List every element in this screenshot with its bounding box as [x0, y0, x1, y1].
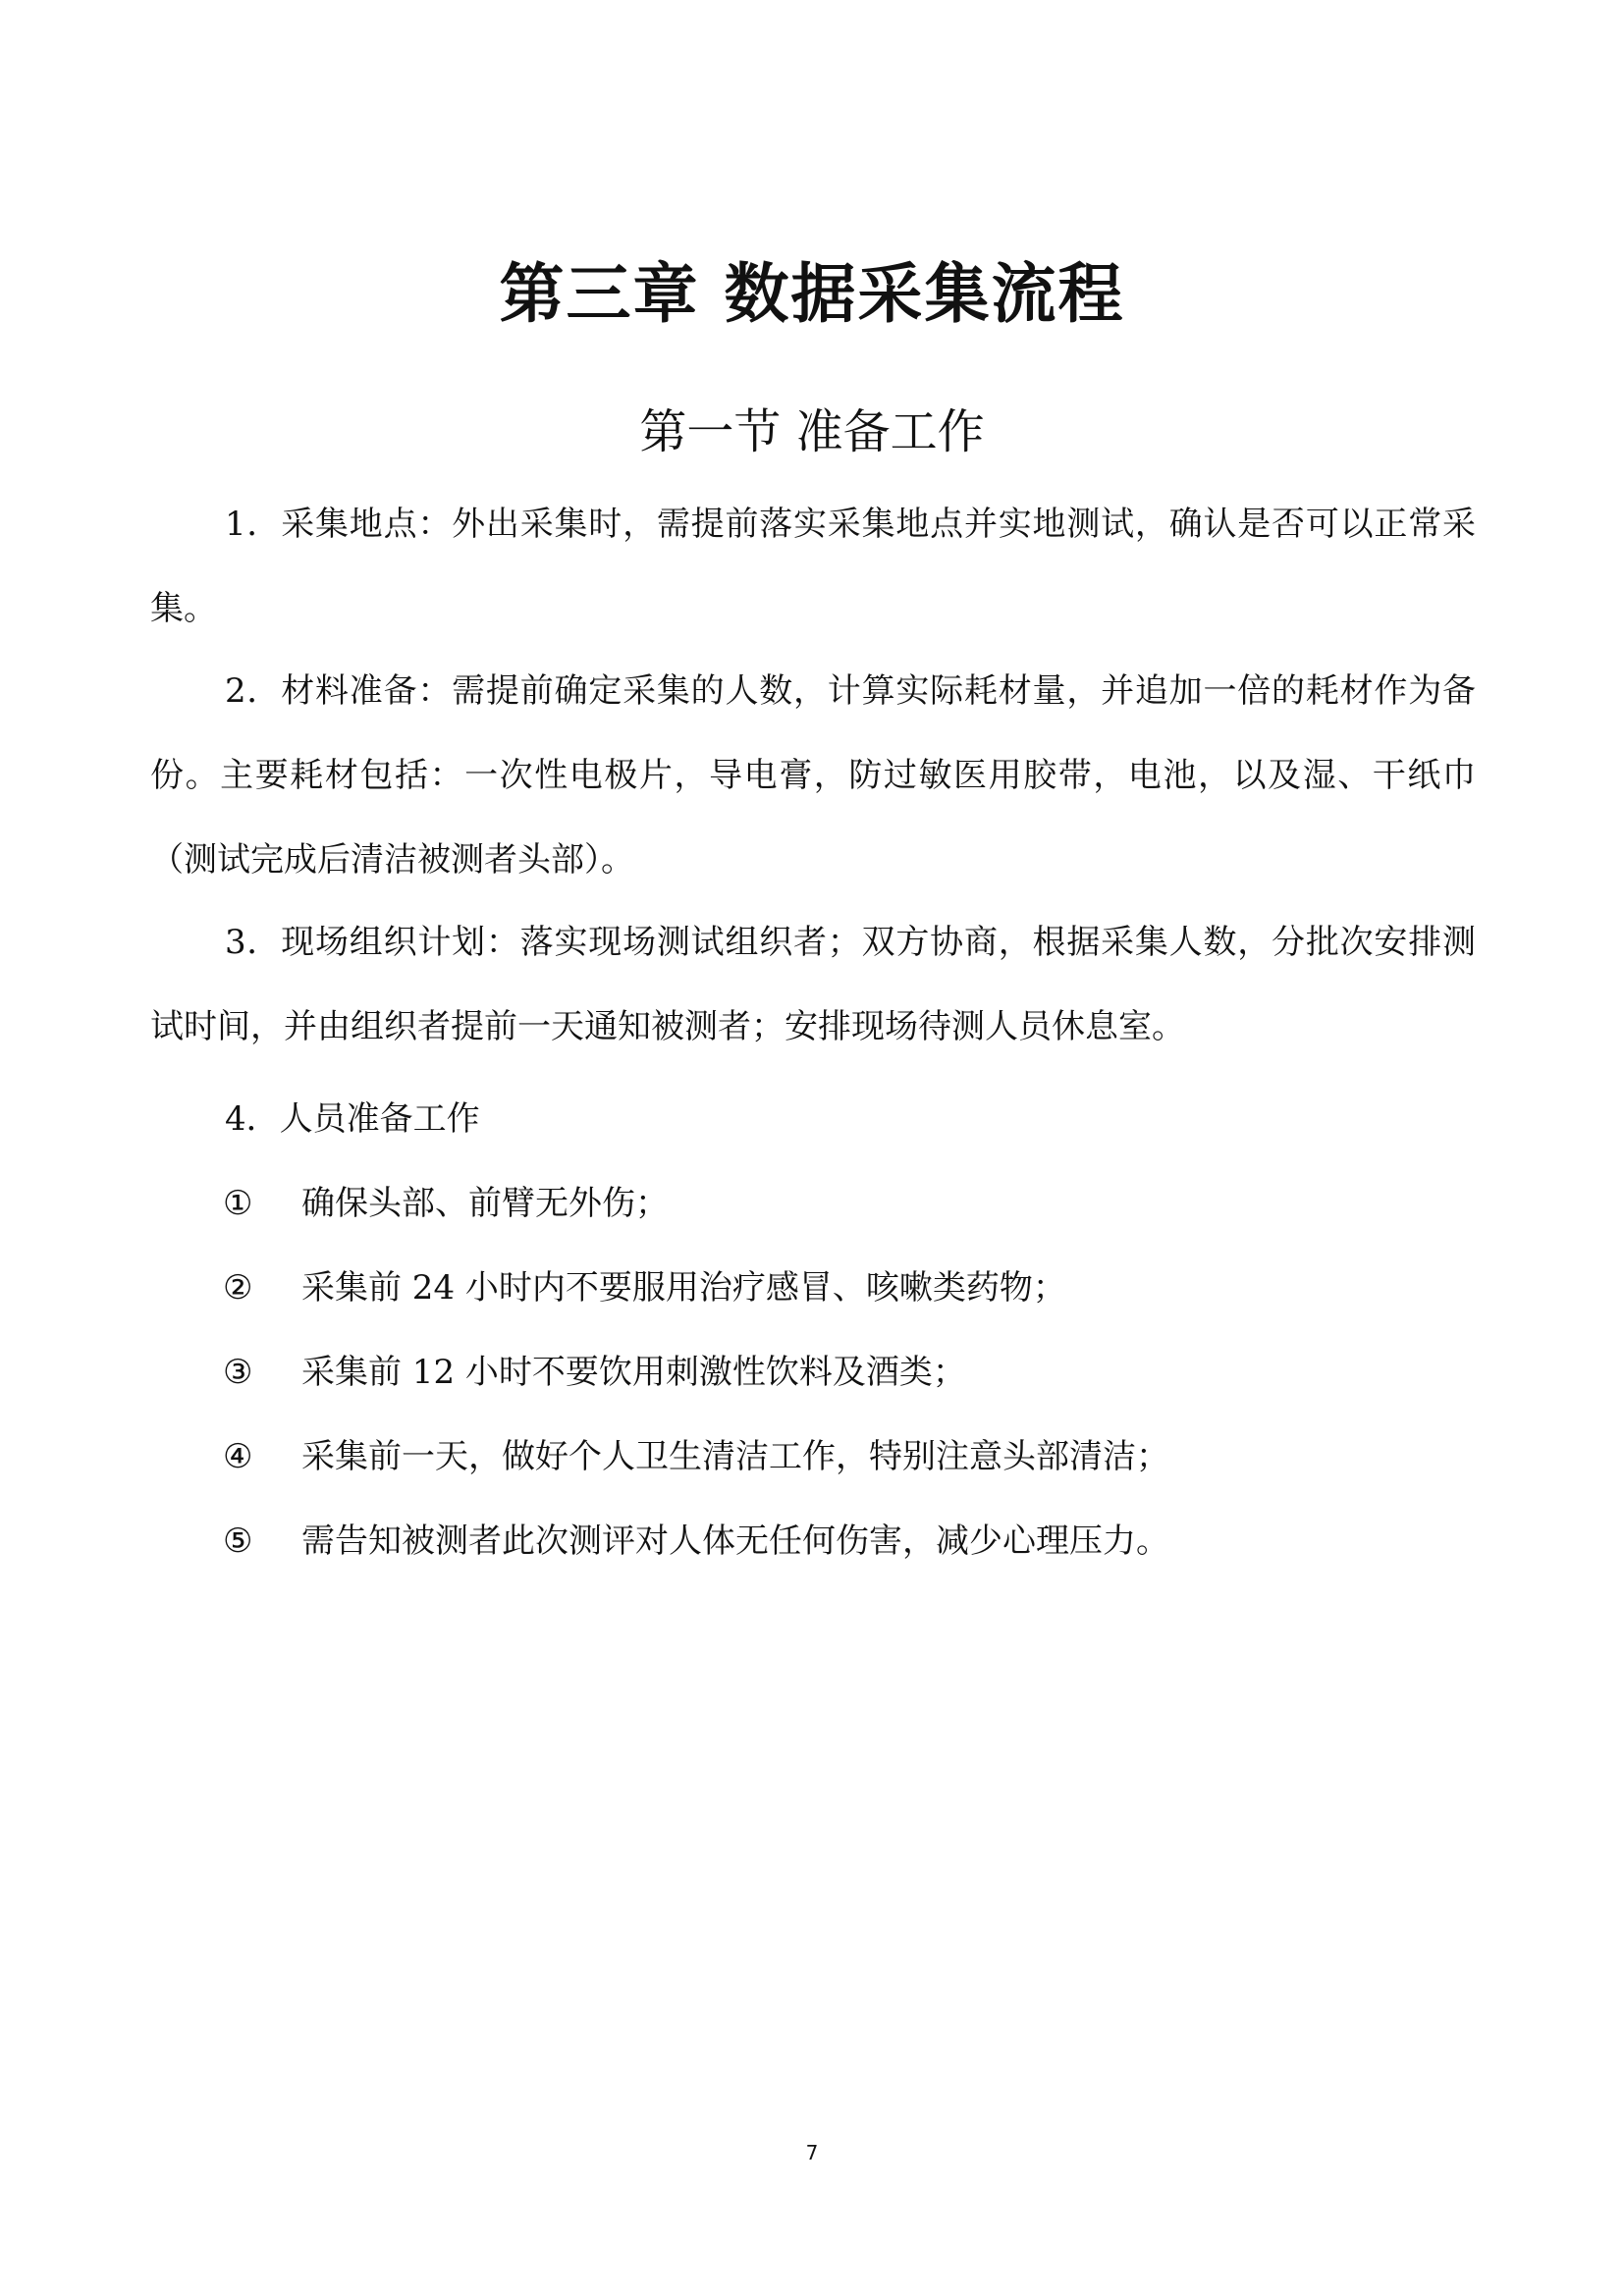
chapter-title: 第三章 数据采集流程 — [499, 256, 1125, 332]
checklist-marker: ① — [223, 1184, 253, 1223]
checklist-item — [223, 1161, 1480, 1246]
checklist-text: 需告知被测者此次测评对人体无任何伤害，减少心理压力。 — [301, 1522, 1169, 1561]
checklist-text: 确保头部、前臂无外伤； — [301, 1184, 669, 1223]
checklist-item — [223, 1499, 1480, 1583]
paragraph-personnel-preparation: 4．人员准备工作 — [225, 1099, 480, 1139]
checklist-text: 采集前一天，做好个人卫生清洁工作，特别注意头部清洁； — [301, 1437, 1169, 1476]
checklist-item — [223, 1415, 1480, 1499]
paragraph-collection-site: 1．采集地点：外出采集时，需提前落实采集地点并实地测试，确认是否可以正常采集。 — [150, 505, 1476, 628]
checklist-marker: ⑤ — [223, 1522, 253, 1561]
checklist-text: 采集前 24 小时内不要服用治疗感冒、咳嗽类药物； — [301, 1268, 1066, 1308]
paragraph-material-preparation: 2．材料准备：需提前确定采集的人数，计算实际耗材量，并追加一倍的耗材作为备份。主要耗材包括：一次性电极片，导电膏，防过敏医用胶带，电池，以及湿、干纸巾（测试完成后清洁被测者头部）。 — [150, 671, 1476, 880]
checklist-marker: ② — [223, 1268, 253, 1308]
page-number: 7 — [805, 2141, 819, 2164]
checklist-item — [223, 1246, 1480, 1330]
checklist-item — [223, 1330, 1480, 1415]
checklist-marker: ④ — [223, 1437, 253, 1476]
checklist-marker: ③ — [223, 1353, 253, 1392]
paragraph-onsite-plan: 3．现场组织计划：落实现场测试组织者；双方协商，根据采集人数，分批次安排测试时间，并由组织者提前一天通知被测者；安排现场待测人员休息室。 — [150, 923, 1476, 1046]
section-title: 第一节 准备工作 — [639, 404, 985, 459]
checklist-text: 采集前 12 小时不要饮用刺激性饮料及酒类； — [301, 1353, 966, 1392]
